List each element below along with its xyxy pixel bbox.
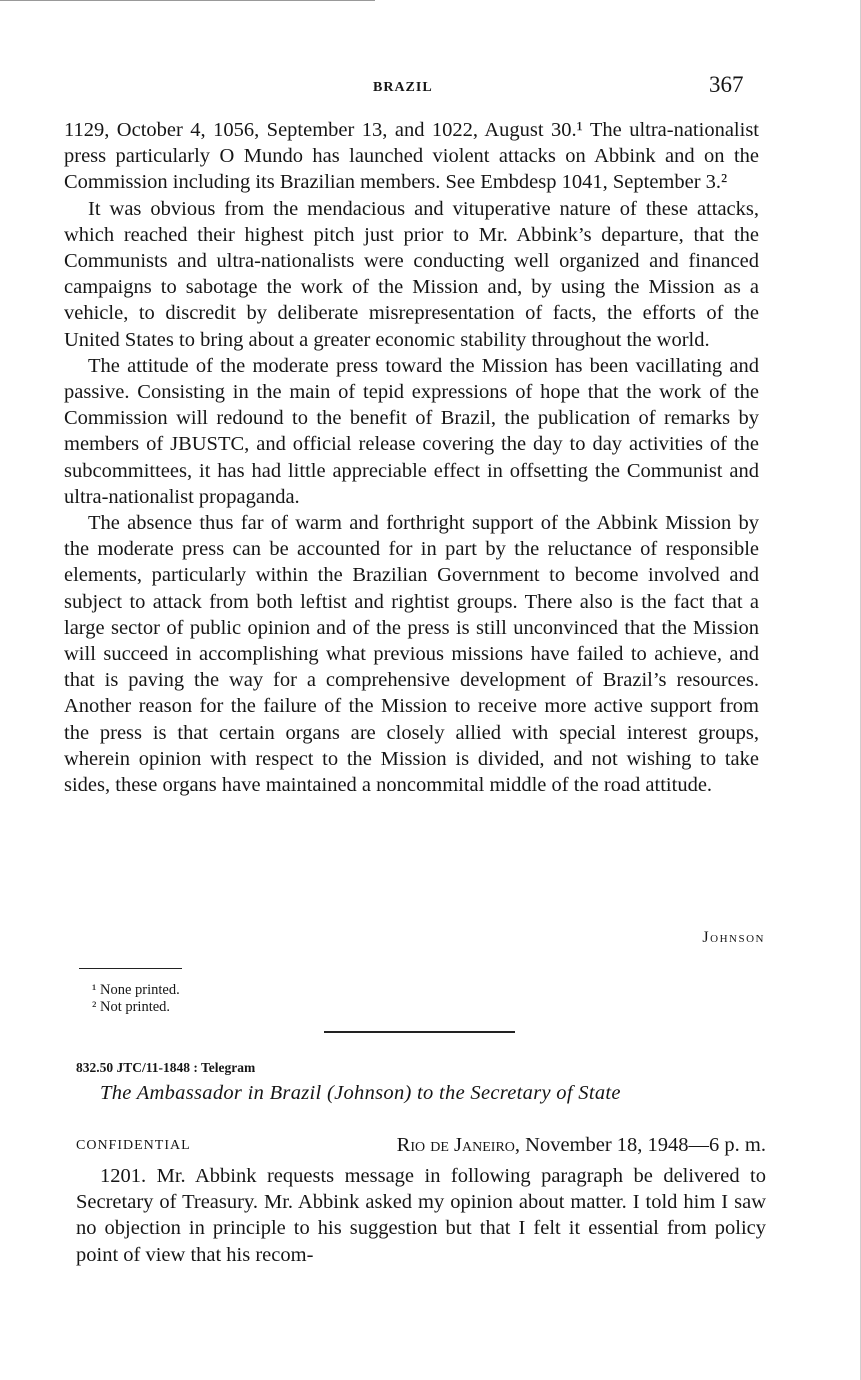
place-date	[397, 1134, 766, 1157]
footnote-rule	[79, 968, 182, 969]
file-number: 832.50 JTC/11-1848 : Telegram	[76, 1060, 256, 1075]
footnote-1: ¹ None printed.	[92, 982, 180, 998]
paragraph-4: The absence thus far of warm and forthright support of the Abbink Mission by the moderate press can be accounted for in part by the reluctance of responsible elements, particularly within the Brazilian Government to become involved and subject to attack from both leftist and rightist groups. There also is the fact that a large sector of public opinion and of the press is still unconvinced that the Mission will succeed in accomplishing what previous missions have failed to achieve, and that is paving the way for a comprehensive development of Brazil’s resources. Another reason for the failure of the Mission to receive more active support from the press is that certain organs are closely allied with special interest groups, wherein opinion with respect to the Mission is divided, and not wishing to take sides, these organs have maintained a noncommital middle of the road attitude.	[64, 512, 759, 797]
classification: CONFIDENTIAL	[76, 1138, 191, 1153]
date: November 18, 1948—6 p. m.	[525, 1134, 766, 1156]
running-head	[0, 72, 816, 102]
page-number: 367	[709, 72, 744, 97]
footnote-2: ² Not printed.	[92, 999, 171, 1015]
body-text	[64, 117, 759, 798]
paragraph-1: 1129, October 4, 1056, September 13, and 1022, August 30.¹ The ultra-nationalist press particularly O Mundo has launched violent attacks on Abbink and on the Commission including its Brazilian members. See Embdesp 1041, September 3.²	[64, 119, 759, 194]
place: Rio de Janeiro,	[396, 1134, 521, 1156]
section-separator	[324, 1031, 515, 1033]
paragraph-2: It was obvious from the mendacious and vituperative nature of these attacks, which reached their highest pitch just prior to Mr. Abbink’s departure, that the Communists and ultra-nationalists were conducting well organized and financed campaigns to sabotage the work of the Mission and, by using the Mission as a vehicle, to discredit by deliberate misrepresentation of facts, the efforts of the United States to bring about a greater economic stability throughout the world.	[64, 197, 759, 351]
document-heading: The Ambassador in Brazil (Johnson) to the Secretary of State	[100, 1082, 621, 1104]
telegram-paragraph: 1201. Mr. Abbink requests message in following paragraph be delivered to Secretary of Treasury. Mr. Abbink asked my opinion about matter. I told him I saw no objection in principle to his suggestion but that I felt it essential from policy point of view that his recom-	[76, 1165, 766, 1266]
signature: Johnson	[702, 929, 765, 946]
telegram-text	[76, 1163, 766, 1268]
footnotes	[92, 982, 180, 1016]
dateline	[76, 1134, 766, 1158]
running-head-title: BRAZIL	[373, 80, 433, 95]
top-edge-rule	[0, 0, 375, 1]
paragraph-3: The attitude of the moderate press toward the Mission has been vacillating and passive. Consisting in the main of tepid expressions of hope that the work of the Commission will redound to the benefit of Brazil, the publication of remarks by members of JBUSTC, and official release covering the day to day activities of the subcommittees, it has had little appreciable effect in offsetting the Communist and ultra-nationalist propaganda.	[64, 354, 759, 508]
